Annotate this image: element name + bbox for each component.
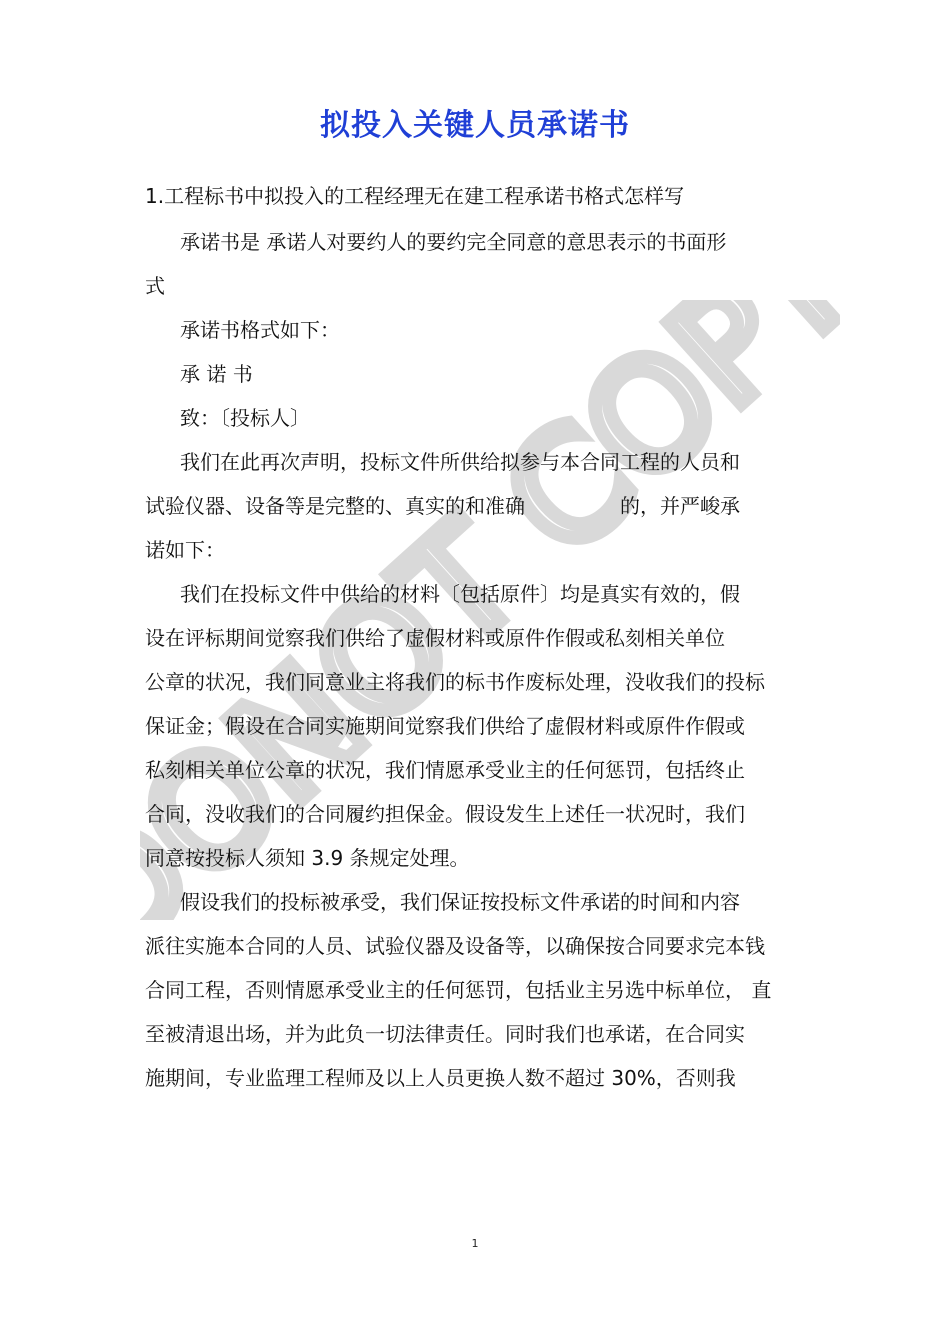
paragraph-line: 诺如下： bbox=[145, 538, 225, 562]
paragraph-line: 公章的状况，我们同意业主将我们的标书作废标处理，没收我们的投标 bbox=[145, 670, 765, 694]
letter-salutation: 致：〔投标人〕 bbox=[180, 406, 310, 430]
paragraph-line: 保证金；假设在合同实施期间觉察我们供给了虚假材料或原件作假或 bbox=[145, 714, 745, 738]
paragraph-line: 我们在此再次声明，投标文件所供给拟参与本合同工程的人员和 bbox=[180, 450, 740, 474]
paragraph-line: 我们在投标文件中供给的材料〔包括原件〕均是真实有效的，假 bbox=[180, 582, 740, 606]
paragraph-line: 合同，没收我们的合同履约担保金。假设发生上述任一状况时，我们 bbox=[145, 802, 745, 826]
paragraph-line: 派往实施本合同的人员、试验仪器及设备等，以确保按合同要求完本钱 bbox=[145, 934, 765, 958]
paragraph-line: 承诺书是 承诺人对要约人的要约完全同意的意思表示的书面形 bbox=[180, 230, 727, 254]
paragraph-line: 私刻相关单位公章的状况，我们情愿承受业主的任何惩罚，包括终止 bbox=[145, 758, 745, 782]
paragraph-line: 同意按投标人须知 3.9 条规定处理。 bbox=[145, 846, 470, 870]
paragraph-segment: 的，并严峻承 bbox=[620, 494, 740, 518]
paragraph-segment: 试验仪器、设备等是完整的、真实的和准确 bbox=[145, 494, 525, 518]
paragraph-line: 假设我们的投标被承受，我们保证按投标文件承诺的时间和内容 bbox=[180, 890, 740, 914]
watermark-text: DONOT COPY bbox=[140, 300, 840, 920]
page-number: 1 bbox=[471, 1237, 479, 1250]
paragraph-line: 式 bbox=[145, 274, 165, 298]
paragraph-line: 合同工程，否则情愿承受业主的任何惩罚，包括业主另选中标单位， 直 bbox=[145, 978, 772, 1002]
heading-question: 1.工程标书中拟投入的工程经理无在建工程承诺书格式怎样写 bbox=[145, 184, 685, 208]
paragraph-line: 设在评标期间觉察我们供给了虚假材料或原件作假或私刻相关单位 bbox=[145, 626, 725, 650]
paragraph-line: 至被清退出场，并为此负一切法律责任。同时我们也承诺，在合同实 bbox=[145, 1022, 745, 1046]
paragraph-line: 承诺书格式如下： bbox=[180, 318, 340, 342]
paragraph-line bbox=[145, 492, 825, 520]
letter-heading: 承 诺 书 bbox=[180, 362, 253, 386]
document-title: 拟投入关键人员承诺书 bbox=[320, 108, 630, 143]
paragraph-line: 施期间，专业监理工程师及以上人员更换人数不超过 30%，否则我 bbox=[145, 1066, 736, 1090]
